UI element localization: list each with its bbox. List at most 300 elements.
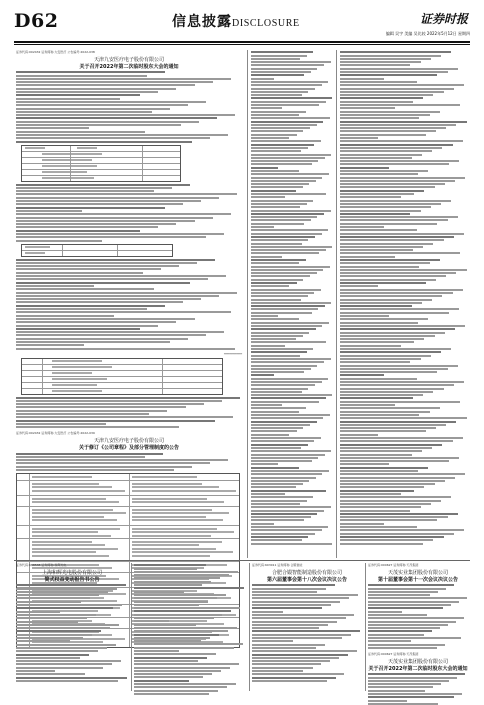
text-line <box>368 634 424 636</box>
text-line <box>134 604 199 606</box>
text-line <box>340 226 384 228</box>
text-line <box>16 328 140 330</box>
text-line <box>251 210 331 212</box>
text-line <box>251 480 309 482</box>
text-line <box>251 170 299 172</box>
text-line <box>251 388 308 390</box>
text-line <box>251 467 299 469</box>
text-line <box>251 493 285 495</box>
text-line <box>340 391 433 393</box>
text-line <box>252 644 325 646</box>
text-line <box>16 203 183 205</box>
text-line <box>252 630 360 632</box>
text-line <box>340 104 460 106</box>
text-line <box>340 417 467 419</box>
text-line <box>134 610 231 612</box>
text-line <box>340 368 448 370</box>
text-line <box>340 470 418 472</box>
text-line <box>134 637 210 639</box>
announcement-meta: 证券代码:603011 证券简称:合锻智能 <box>252 563 303 567</box>
text-line <box>16 230 140 232</box>
text-line <box>340 117 419 119</box>
table-row <box>17 526 239 539</box>
text-line <box>340 299 432 301</box>
text-line <box>252 607 322 609</box>
text-line <box>251 397 326 399</box>
text-line <box>134 653 216 655</box>
newspaper-logo: 证券时报 <box>419 12 468 26</box>
text-line <box>16 640 70 642</box>
announcement-title: 关于修订《公司章程》及部分管理制度的公告 <box>78 445 179 452</box>
text-line <box>251 338 296 340</box>
text-line <box>251 302 331 304</box>
text-line <box>16 315 114 317</box>
text-line <box>340 345 401 347</box>
text-line <box>251 256 282 258</box>
text-line <box>251 137 289 139</box>
text-line <box>252 673 344 675</box>
text-line <box>251 272 317 274</box>
text-line <box>16 121 199 123</box>
text-line <box>16 184 190 186</box>
text-line <box>251 252 319 254</box>
text-line <box>368 630 432 632</box>
text-line <box>340 421 456 423</box>
announcement-body <box>252 584 362 682</box>
text-line <box>251 226 274 228</box>
text-line <box>340 407 440 409</box>
text-line <box>340 88 454 90</box>
text-line <box>16 406 186 408</box>
text-line <box>16 426 179 428</box>
text-line <box>368 640 411 642</box>
text-line <box>251 421 317 423</box>
text-line <box>251 424 310 426</box>
text-line <box>251 160 318 162</box>
text-line <box>252 621 337 623</box>
text-line <box>134 577 220 579</box>
text-line <box>340 282 426 284</box>
text-line <box>340 543 423 545</box>
section-title <box>172 11 300 31</box>
table-row <box>17 481 239 496</box>
text-line <box>340 516 448 518</box>
text-line <box>251 121 323 123</box>
text-line <box>251 292 314 294</box>
text-line <box>16 459 228 461</box>
text-line <box>16 637 83 639</box>
text-line <box>251 295 308 297</box>
text-line <box>251 177 322 179</box>
text-line <box>251 282 297 284</box>
text-line <box>251 180 316 182</box>
text-line <box>16 588 117 590</box>
text-line <box>251 193 326 195</box>
text-line <box>251 78 274 80</box>
text-line <box>340 473 465 475</box>
text-line <box>340 252 460 254</box>
text-line <box>340 51 451 53</box>
text-line <box>251 417 323 419</box>
text-line <box>252 584 335 586</box>
text-line <box>251 246 332 248</box>
text-line <box>251 332 309 334</box>
announcement-company: 天茂实业集团股份有限公司 <box>387 570 448 576</box>
text-line <box>340 196 401 198</box>
text-line <box>16 584 126 586</box>
text-line <box>16 660 121 662</box>
column-divider <box>247 50 248 558</box>
text-line <box>251 328 316 330</box>
text-line <box>251 477 316 479</box>
text-line <box>340 183 445 185</box>
announcement-meta: 证券代码:002432 证券简称:九安医疗 公告编号:2022-038 <box>16 50 95 54</box>
text-line <box>340 513 458 515</box>
text-line <box>251 440 314 442</box>
announcement-title: 简式权益变动报告书公告 <box>44 577 100 583</box>
text-line <box>16 627 110 629</box>
text-line <box>251 523 274 525</box>
text-line <box>368 637 461 639</box>
text-line <box>16 680 118 682</box>
text-line <box>251 68 317 70</box>
text-line <box>340 163 449 165</box>
text-line <box>368 673 465 675</box>
text-line <box>16 321 176 323</box>
text-line <box>368 693 462 695</box>
text-line <box>16 331 224 333</box>
announcement-body <box>134 564 246 695</box>
text-line <box>16 190 154 192</box>
text-line <box>134 686 227 688</box>
announcement-body <box>16 397 242 429</box>
text-line <box>340 259 440 261</box>
text-line <box>251 173 329 175</box>
text-line <box>340 348 451 350</box>
text-line <box>340 58 431 60</box>
text-line <box>251 500 307 502</box>
text-line <box>340 190 424 192</box>
text-line <box>16 217 213 219</box>
text-line <box>252 660 330 662</box>
text-line <box>16 298 201 300</box>
text-line <box>340 167 389 169</box>
text-line <box>251 473 322 475</box>
text-line <box>134 650 179 652</box>
text-line <box>134 620 169 622</box>
text-line <box>368 680 449 682</box>
text-line <box>134 683 236 685</box>
text-line <box>340 536 444 538</box>
text-line <box>340 523 384 525</box>
announcement-title: 第六届董事会第十八次会议决议公告 <box>266 577 347 583</box>
text-line <box>16 657 80 659</box>
text-line <box>16 667 103 669</box>
text-line <box>251 144 314 146</box>
text-line <box>340 130 436 132</box>
text-line <box>251 315 278 317</box>
text-line <box>251 219 311 221</box>
text-line <box>16 348 235 350</box>
section-title-cn: 信息披露 <box>172 14 232 30</box>
text-line <box>16 462 210 464</box>
text-line <box>251 216 317 218</box>
text-line <box>251 496 313 498</box>
text-line <box>16 397 240 399</box>
text-line <box>340 78 384 80</box>
text-line <box>340 457 459 459</box>
text-line <box>251 444 308 446</box>
text-line <box>340 378 417 380</box>
text-line <box>340 74 437 76</box>
text-line <box>251 391 302 393</box>
page-number: D62 <box>14 10 59 32</box>
announcement-body <box>16 453 242 471</box>
text-line <box>134 571 238 573</box>
text-line <box>340 467 428 469</box>
text-line <box>16 604 122 606</box>
text-line <box>16 213 231 215</box>
text-line <box>16 614 96 616</box>
text-line <box>16 308 147 310</box>
text-line <box>251 506 331 508</box>
announcement-body <box>16 584 128 682</box>
text-line <box>16 124 181 126</box>
text-line <box>16 301 183 303</box>
text-line <box>368 621 456 623</box>
text-line <box>340 210 421 212</box>
masthead-rule <box>14 41 470 43</box>
text-line <box>340 236 454 238</box>
text-line <box>134 647 234 649</box>
text-line <box>16 197 219 199</box>
announcement-meta: 证券代码:688538 证券简称:和辉光电 <box>16 563 67 567</box>
text-line <box>134 640 201 642</box>
text-line <box>16 601 81 603</box>
text-line <box>251 486 296 488</box>
text-line <box>134 594 226 596</box>
text-line <box>251 533 315 535</box>
text-line <box>340 394 423 396</box>
text-line <box>340 140 463 142</box>
text-line <box>252 650 357 652</box>
text-line <box>340 427 436 429</box>
text-line <box>251 490 326 492</box>
text-line <box>340 275 446 277</box>
text-line <box>251 447 301 449</box>
text-line <box>134 663 239 665</box>
text-line <box>252 617 346 619</box>
text-line <box>340 246 423 248</box>
text-line <box>251 190 296 192</box>
text-line <box>134 614 222 616</box>
text-line <box>251 457 318 459</box>
text-line <box>16 94 140 96</box>
text-line <box>16 223 176 225</box>
text-line <box>134 660 198 662</box>
text-line <box>340 154 422 156</box>
text-line <box>16 127 89 129</box>
text-line <box>340 503 431 505</box>
text-line <box>252 663 321 665</box>
text-line <box>134 617 214 619</box>
announcement-company: 合肥合锻智能制造股份有限公司 <box>271 570 342 576</box>
text-line <box>16 456 145 458</box>
text-line <box>340 206 431 208</box>
text-line <box>251 335 303 337</box>
text-line <box>16 295 219 297</box>
text-line <box>340 101 413 103</box>
text-line <box>16 325 158 327</box>
text-line <box>16 108 170 110</box>
text-line <box>16 644 116 646</box>
announcement-title: 关于召开2022年第二次临时股东大会的通知 <box>79 64 179 70</box>
text-line <box>340 539 433 541</box>
text-line <box>252 611 283 613</box>
text-line <box>251 114 299 116</box>
text-line <box>252 670 303 672</box>
text-line <box>340 107 395 109</box>
text-line <box>16 101 206 103</box>
text-line <box>251 325 322 327</box>
text-line <box>251 430 297 432</box>
column-divider <box>249 563 250 691</box>
text-line <box>368 677 457 679</box>
text-line <box>251 299 301 301</box>
text-line <box>134 657 207 659</box>
text-line <box>340 216 458 218</box>
text-line <box>368 617 464 619</box>
masthead-info-line: 编辑 吴宇 美编 吴比较 2022年5月12日 星期四 <box>385 31 470 36</box>
text-line <box>368 611 402 613</box>
text-line <box>134 581 211 583</box>
table-row <box>17 474 239 481</box>
text-line <box>16 81 213 83</box>
text-line <box>16 207 165 209</box>
registration-table <box>21 244 173 257</box>
text-line <box>340 186 435 188</box>
text-line <box>340 127 446 129</box>
text-line <box>340 239 444 241</box>
text-line <box>340 134 426 136</box>
text-line <box>251 134 297 136</box>
text-line <box>251 51 313 53</box>
text-line <box>134 564 206 566</box>
text-line <box>251 381 322 383</box>
text-line <box>16 275 226 277</box>
text-line <box>340 177 465 179</box>
text-line <box>16 400 222 402</box>
text-line <box>340 496 451 498</box>
text-line <box>251 130 303 132</box>
text-line <box>340 305 412 307</box>
announcement-meta: 证券代码:000627 证券简称:天茂集团 <box>368 563 419 567</box>
text-line <box>252 657 339 659</box>
text-line <box>340 460 449 462</box>
text-line <box>251 513 317 515</box>
text-line <box>16 265 179 267</box>
text-line <box>134 673 212 675</box>
column-divider <box>336 50 337 558</box>
text-line <box>340 137 378 139</box>
text-line <box>340 219 448 221</box>
text-line <box>134 624 196 626</box>
text-line <box>16 278 208 280</box>
text-line <box>16 469 174 471</box>
announcement-company: 天茂实业集团股份有限公司 <box>387 658 448 665</box>
text-line <box>134 690 218 692</box>
text-line <box>340 160 459 162</box>
text-line <box>368 624 448 626</box>
text-line <box>340 124 456 126</box>
announcement-company: 上海和辉光电股份有限公司 <box>41 570 102 576</box>
text-line <box>340 338 424 340</box>
text-line <box>16 98 120 100</box>
text-line <box>340 529 464 531</box>
text-line <box>340 371 437 373</box>
text-line <box>340 381 464 383</box>
text-line <box>251 460 312 462</box>
table-row <box>17 496 239 507</box>
text-line <box>134 634 219 636</box>
text-line <box>16 292 237 294</box>
text-line <box>252 654 348 656</box>
text-line <box>252 640 293 642</box>
text-line <box>340 440 453 442</box>
column-middle <box>251 50 333 546</box>
text-line <box>251 526 328 528</box>
text-line <box>340 266 419 268</box>
text-line <box>16 410 167 412</box>
text-line <box>340 289 463 291</box>
text-line <box>16 236 206 238</box>
text-line <box>251 404 282 406</box>
text-line <box>251 64 324 66</box>
text-line <box>16 71 165 73</box>
text-line <box>340 414 419 416</box>
text-line <box>251 308 318 310</box>
text-line <box>16 423 106 425</box>
text-line <box>340 256 395 258</box>
text-line <box>340 97 423 99</box>
text-line <box>16 117 217 119</box>
text-line <box>251 539 302 541</box>
text-line <box>16 650 98 652</box>
text-line <box>251 213 324 215</box>
text-line <box>340 262 430 264</box>
text-line <box>16 75 147 77</box>
text-line <box>134 584 202 586</box>
text-line <box>251 97 332 99</box>
text-line <box>340 430 426 432</box>
text-line <box>252 594 358 596</box>
text-line <box>251 243 302 245</box>
text-line <box>340 361 410 363</box>
text-line <box>340 384 454 386</box>
bottom-announcement-1 <box>16 563 128 691</box>
text-line <box>368 591 438 593</box>
text-line <box>340 243 433 245</box>
text-line <box>16 233 224 235</box>
text-line <box>368 696 454 698</box>
text-line <box>251 279 303 281</box>
text-line <box>251 107 282 109</box>
announcement-meta: 证券代码:002432 证券简称:九安医疗 公告编号:2022-039 <box>16 431 95 436</box>
text-line <box>340 355 431 357</box>
text-line <box>251 401 319 403</box>
text-line <box>252 680 327 682</box>
text-line <box>251 312 312 314</box>
